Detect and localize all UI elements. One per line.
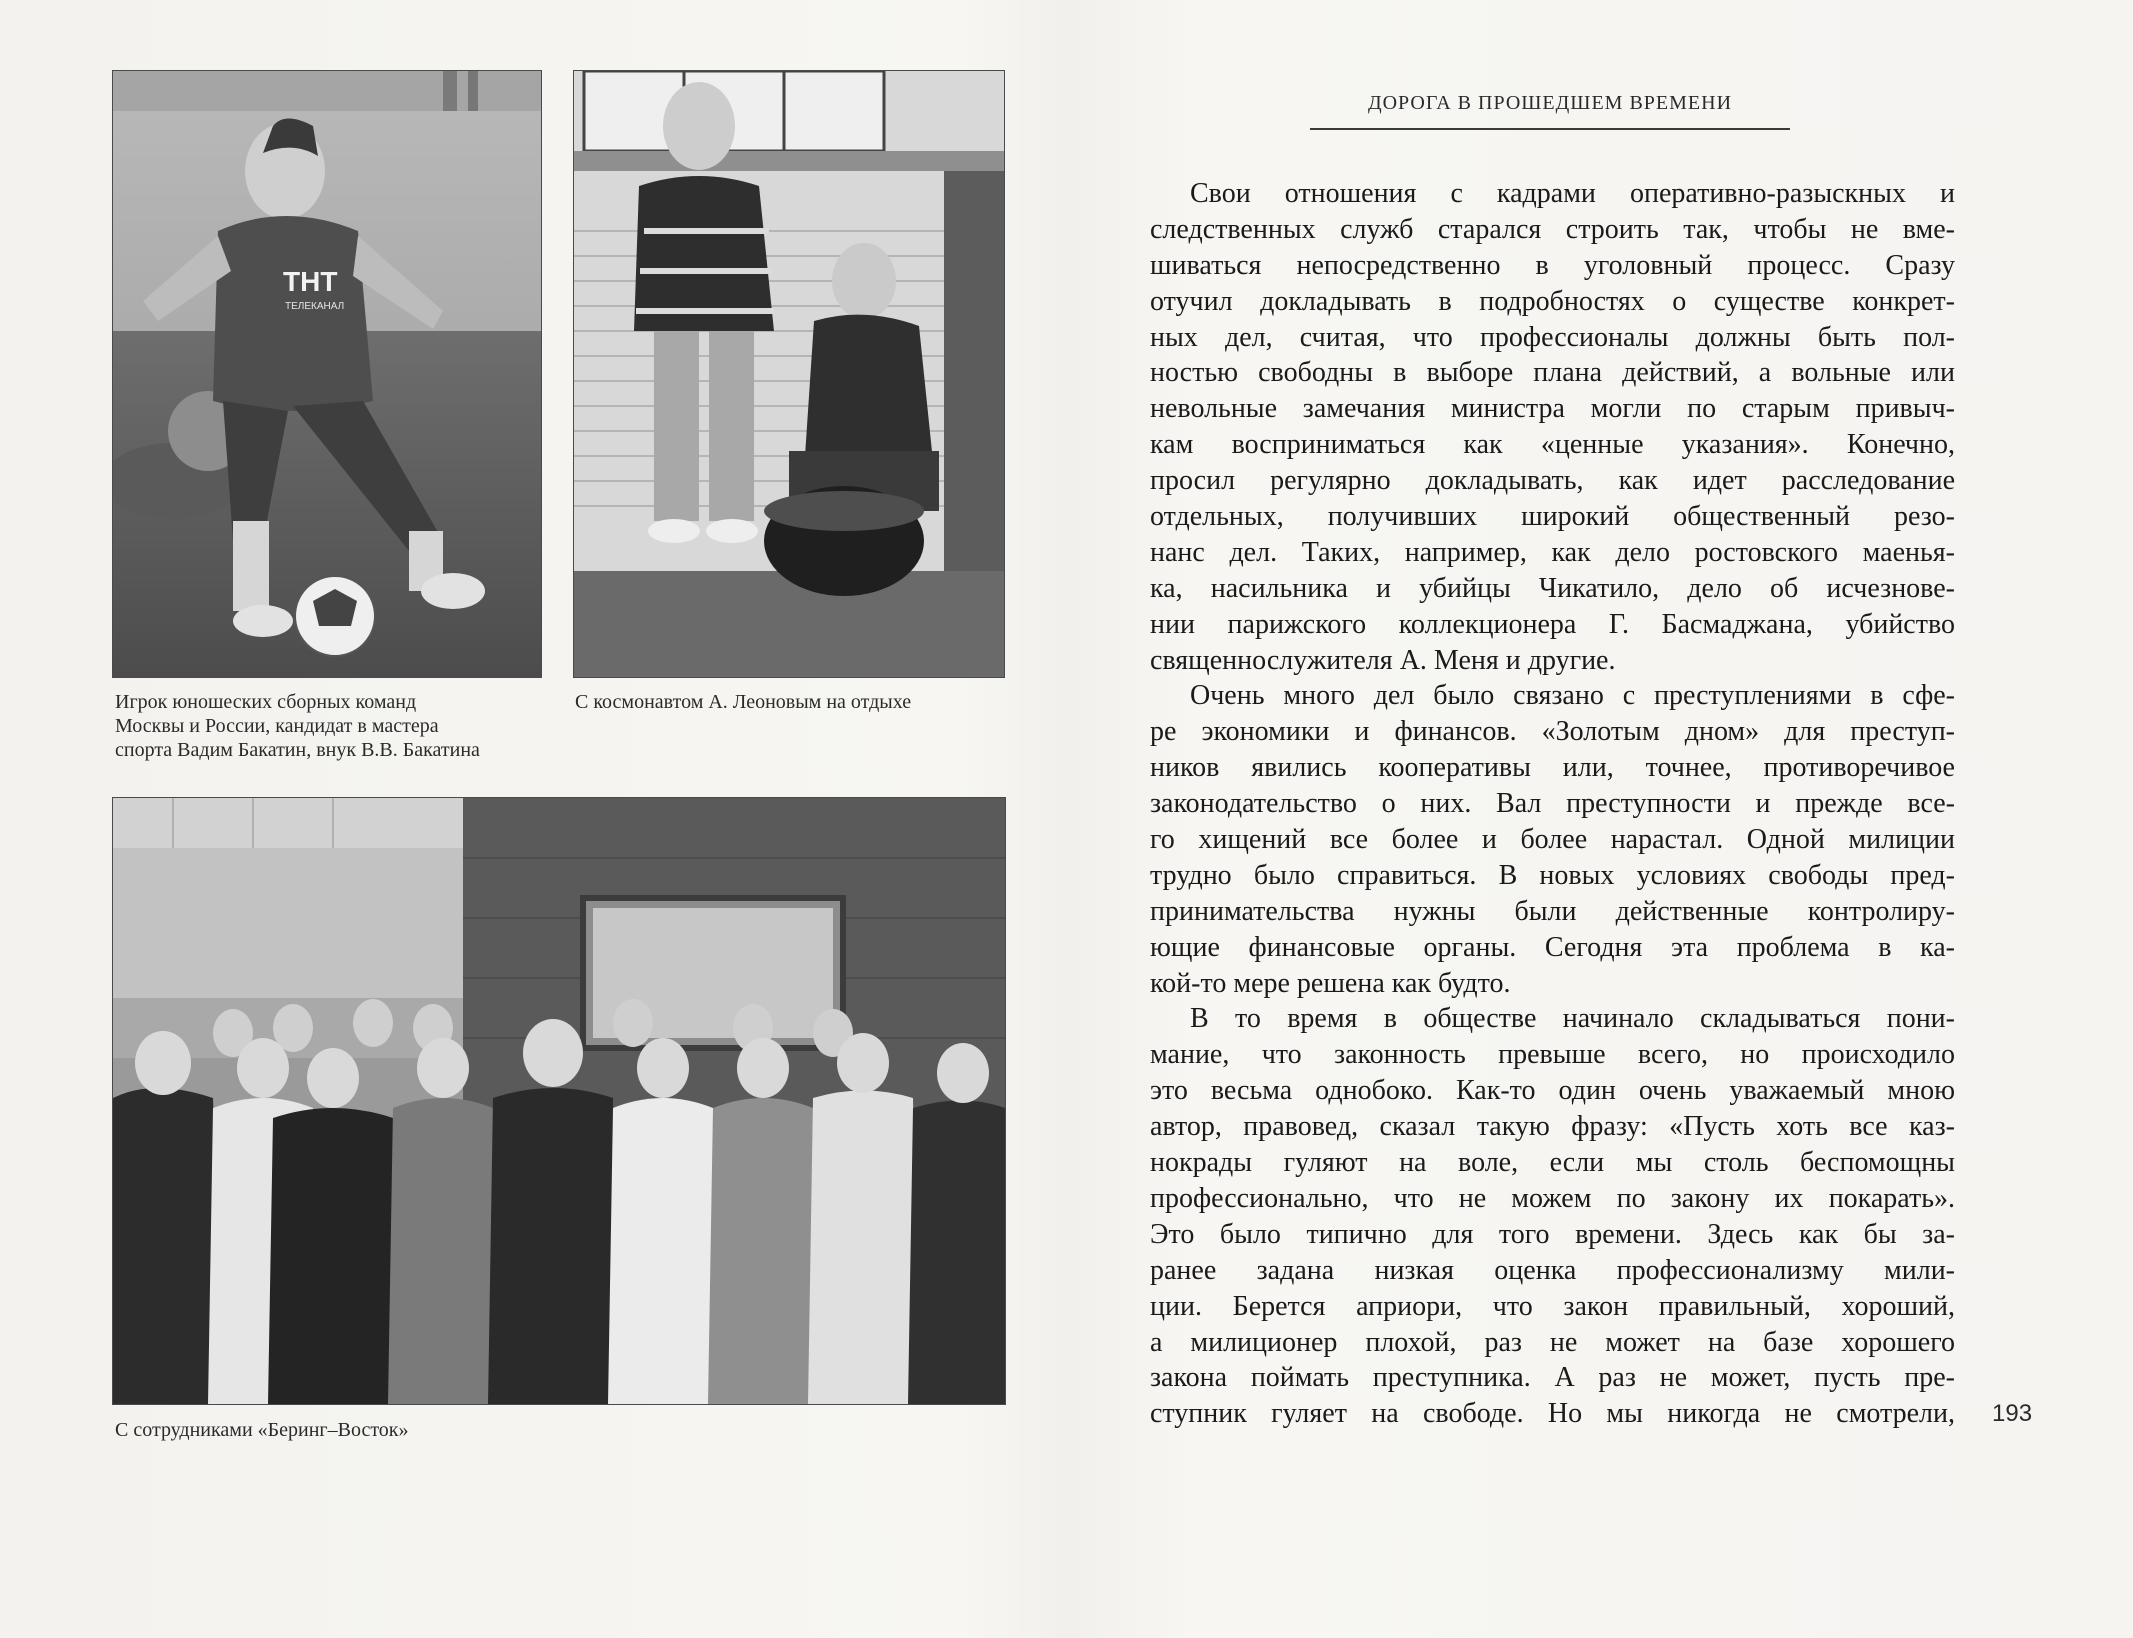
cosmonaut-image xyxy=(574,71,1004,677)
text-line: автор, правовед, сказал такую фразу: «Пусть хоть все каз- xyxy=(1150,1111,1955,1143)
text-line: ющие финансовые органы. Сегодня эта проблема в ка- xyxy=(1150,931,1955,963)
text-line: Очень много дел было связано с преступлениями в сфе- xyxy=(1190,680,1955,712)
caption-cosmonaut xyxy=(575,690,1015,714)
football-player-image xyxy=(113,71,541,677)
caption-group xyxy=(115,1418,715,1442)
text-line: профессионально, что не можем по закону их покарать». xyxy=(1150,1182,1955,1214)
text-line: ных дел, считая, что профессионалы должны быть пол- xyxy=(1150,321,1955,353)
text-line: ступник гуляет на свободе. Но мы никогда не смотрели, xyxy=(1150,1398,1955,1430)
text-line: это весьма однобоко. Как-то один очень уважаемый мною xyxy=(1150,1075,1955,1107)
text-line: просил регулярно докладывать, как идет расследование xyxy=(1150,465,1955,497)
text-line: В то время в обществе начинало складываться пони- xyxy=(1190,1003,1955,1035)
text-line: следственных служб старался строить так, чтобы не вме- xyxy=(1150,213,1955,245)
text-line: трудно было справиться. В новых условиях свободы пред- xyxy=(1150,859,1955,891)
jersey-sub: ТЕЛЕКАНАЛ xyxy=(285,301,345,312)
photo-football-player xyxy=(112,70,542,678)
caption-line: С сотрудниками «Беринг–Восток» xyxy=(115,1419,409,1441)
text-line: нии парижского коллекционера Г. Басмаджана, убийство xyxy=(1150,608,1955,640)
text-line: отучил докладывать в подробностях о существе конкрет- xyxy=(1150,285,1955,317)
group-image xyxy=(113,798,1005,1404)
text-line: ников явились кооперативы или, точнее, противоречивое xyxy=(1150,752,1955,784)
photo-cosmonaut xyxy=(573,70,1005,678)
caption-line: спорта Вадим Бакатин, внук В.В. Бакатина xyxy=(115,739,480,761)
text-line: го хищений все более и более нарастал. Одной милиции xyxy=(1150,824,1955,856)
text-line: ностью свободны в выборе плана действий, а вольные или xyxy=(1150,357,1955,389)
jersey-logo: ТНТ xyxy=(283,266,338,297)
text-line: кой-то мере решена как будто. xyxy=(1150,967,1511,999)
text-line: Свои отношения с кадрами оперативно-разыскных и xyxy=(1190,178,1955,209)
running-head-rule xyxy=(1310,128,1790,130)
text-line: нанс дел. Таких, например, как дело ростовского маенья- xyxy=(1150,536,1955,568)
text-line: Это было типично для того времени. Здесь как бы за- xyxy=(1150,1218,1955,1250)
body-text xyxy=(1150,176,1955,1432)
photo-group xyxy=(112,797,1006,1405)
text-line: ции. Берется априори, что закон правильный, хороший, xyxy=(1150,1290,1955,1322)
text-line: кам восприниматься как «ценные указания». Конечно, xyxy=(1150,429,1955,461)
text-line: а милиционер плохой, раз не может на базе хорошего xyxy=(1150,1326,1955,1358)
text-line: принимательства нужны были действенные контролиру- xyxy=(1150,895,1955,927)
text-line: ранее задана низкая оценка профессионализму мили- xyxy=(1150,1254,1955,1286)
text-line: ка, насильника и убийцы Чикатило, дело об исчезнове- xyxy=(1150,572,1955,604)
text-line: закона поймать преступника. А раз не может, пусть пре- xyxy=(1150,1362,1955,1394)
caption-line: Москвы и России, кандидат в мастера xyxy=(115,715,439,737)
text-line: священнослужителя А. Меня и другие. xyxy=(1150,644,1616,676)
running-head: ДОРОГА В ПРОШЕДШЕМ ВРЕМЕНИ xyxy=(1367,92,1733,114)
caption-line: Игрок юношеских сборных команд xyxy=(115,691,417,713)
text-line: шиваться непосредственно в уголовный процесс. Сразу xyxy=(1150,249,1955,281)
text-line: нокрады гуляют на воле, если мы столь беспомощны xyxy=(1150,1147,1955,1179)
caption-football-player xyxy=(115,690,555,762)
text-line: отдельных, получивших широкий общественный резо- xyxy=(1150,501,1955,533)
page-number: 193 xyxy=(1992,1400,2033,1427)
caption-line: С космонавтом А. Леоновым на отдыхе xyxy=(575,691,912,713)
text-line: законодательство о них. Вал преступности и прежде все- xyxy=(1150,788,1955,820)
text-line: невольные замечания министра могли по старым привыч- xyxy=(1150,393,1955,425)
text-line: мание, что законность превыше всего, но происходило xyxy=(1150,1039,1955,1071)
text-line: ре экономики и финансов. «Золотым дном» для преступ- xyxy=(1150,716,1955,748)
